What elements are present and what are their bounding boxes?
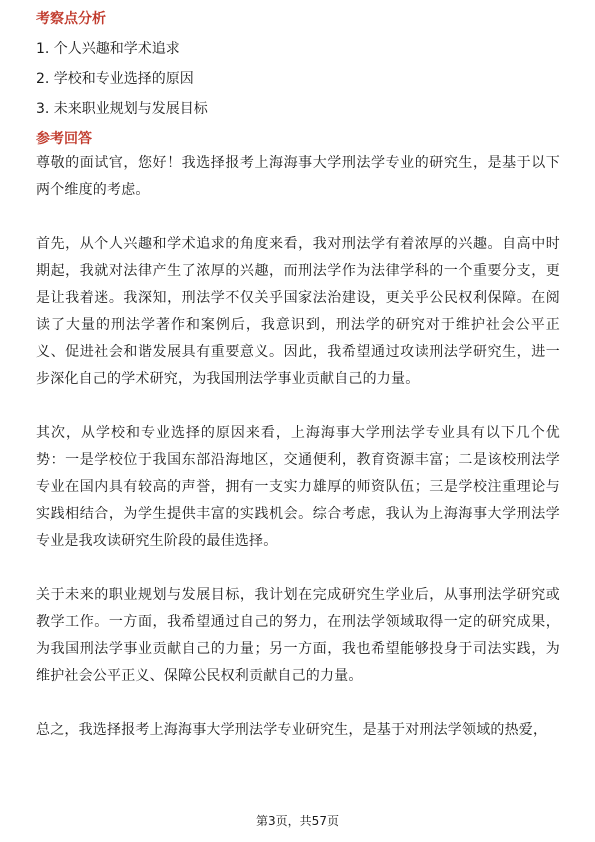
answer-heading: 参考回答 bbox=[36, 131, 92, 147]
analysis-item: 2. 学校和专业选择的原因 bbox=[36, 71, 194, 87]
analysis-heading: 考察点分析 bbox=[36, 11, 106, 27]
answer-paragraph: 关于未来的职业规划与发展目标，我计划在完成研究生学业后，从事刑法学研究或教学工作。一方面，我希望通过自己的努力，在刑法学领域取得一定的研究成果，为我国刑法学事业贡献自己的力量；另一方面，我也希望能够投身于司法实践，为维护社会公平正义、保障公民权利贡献自己的力量。 bbox=[36, 587, 560, 684]
document-content bbox=[36, 8, 560, 744]
page-number: 第3页，共57页 bbox=[256, 814, 339, 828]
analysis-item: 1. 个人兴趣和学术追求 bbox=[36, 41, 180, 57]
answer-paragraph: 总之，我选择报考上海海事大学刑法学专业研究生，是基于对刑法学领域的热爱， bbox=[36, 722, 548, 738]
answer-paragraph: 尊敬的面试官，您好！我选择报考上海海事大学刑法学专业的研究生，是基于以下两个维度的考虑。 bbox=[36, 155, 560, 198]
answer-paragraph: 其次，从学校和专业选择的原因来看，上海海事大学刑法学专业具有以下几个优势：一是学校位于我国东部沿海地区，交通便利，教育资源丰富；二是该校刑法学专业在国内具有较高的声誉，拥有一支实力雄厚的师资队伍；三是学校注重理论与实践相结合，为学生提供丰富的实践机会。综合考虑，我认为上海海事大学刑法学专业是我攻读研究生阶段的最佳选择。 bbox=[36, 425, 560, 549]
answer-paragraph: 首先，从个人兴趣和学术追求的角度来看，我对刑法学有着浓厚的兴趣。自高中时期起，我就对法律产生了浓厚的兴趣，而刑法学作为法律学科的一个重要分支，更是让我着迷。我深知，刑法学不仅关乎国家法治建设，更关乎公民权利保障。在阅读了大量的刑法学著作和案例后，我意识到，刑法学的研究对于维护社会公平正义、促进社会和谐发展具有重要意义。因此，我希望通过攻读刑法学研究生，进一步深化自己的学术研究，为我国刑法学事业贡献自己的力量。 bbox=[36, 236, 560, 387]
analysis-item: 3. 未来职业规划与发展目标 bbox=[36, 101, 208, 117]
